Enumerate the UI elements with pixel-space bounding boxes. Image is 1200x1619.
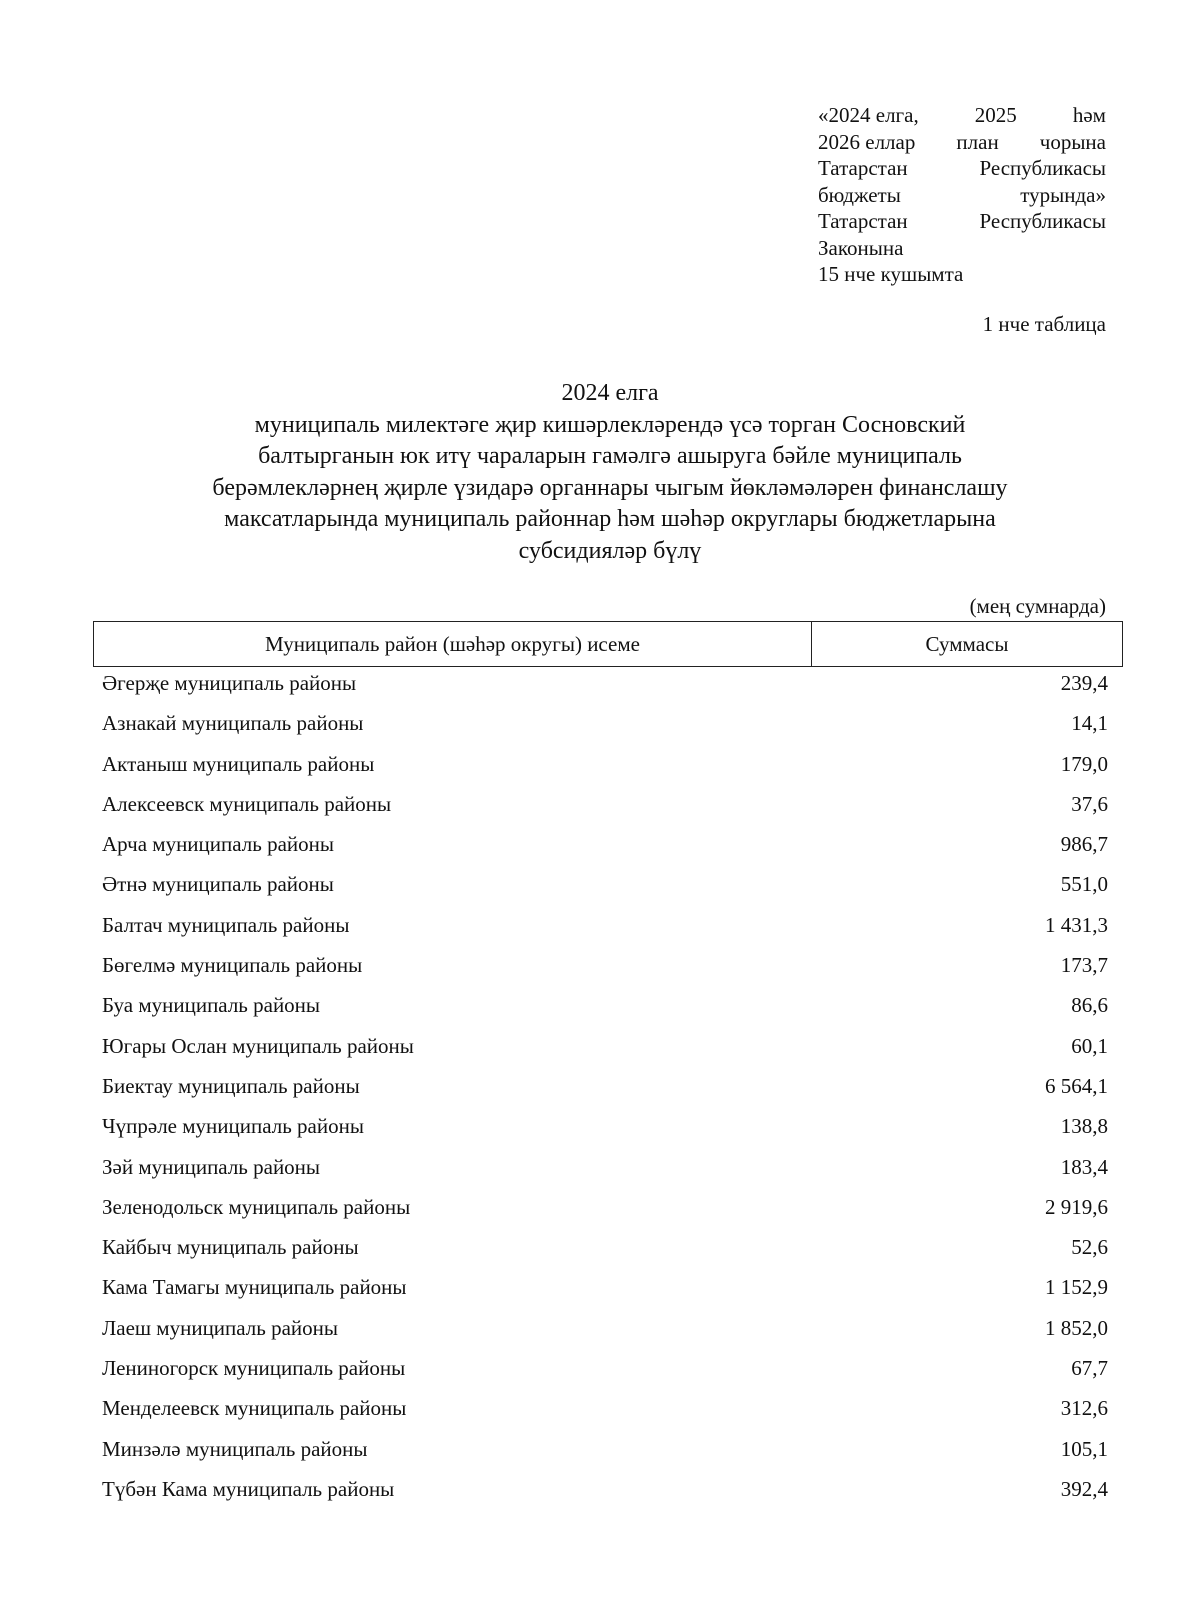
table-row: [102, 831, 1108, 871]
appendix-line: [818, 261, 1106, 288]
table-row: [102, 1395, 1108, 1435]
table-row: [102, 1274, 1108, 1314]
district-name: Актаныш муниципаль районы: [102, 751, 375, 776]
district-name: Биектау муниципаль районы: [102, 1073, 360, 1098]
appendix-reference: [818, 102, 1106, 288]
table-row: [102, 1476, 1108, 1516]
district-name: Кама Тамагы муниципаль районы: [102, 1275, 407, 1300]
district-amount: 312,6: [1060, 1396, 1108, 1421]
district-name: Югары Ослан муниципаль районы: [102, 1033, 414, 1058]
district-amount: 1 852,0: [1045, 1315, 1108, 1340]
appendix-word: чорына: [1039, 129, 1106, 154]
district-name: Зәй муниципаль районы: [102, 1154, 321, 1179]
district-amount: 52,6: [1071, 1235, 1108, 1260]
district-amount: 1 152,9: [1045, 1275, 1108, 1300]
district-name: Чүпрәле муниципаль районы: [102, 1114, 364, 1139]
appendix-line: [818, 235, 1106, 262]
appendix-word: 2026 еллар: [818, 129, 916, 154]
district-amount: 392,4: [1060, 1476, 1108, 1501]
district-name: Менделеевск муниципаль районы: [102, 1396, 407, 1421]
district-amount: 183,4: [1060, 1154, 1108, 1179]
district-amount: 105,1: [1060, 1436, 1108, 1461]
district-amount: 1 431,3: [1045, 912, 1108, 937]
district-name: Әгерҗе муниципаль районы: [102, 671, 357, 695]
district-amount: 986,7: [1060, 832, 1108, 857]
title-line: балтырганын юк итү чараларын гамәлгә ашыруга бәйле муниципаль: [258, 443, 962, 469]
document-title: [110, 378, 1110, 567]
appendix-word: Республикасы: [979, 209, 1106, 233]
district-name: Түбән Кама муниципаль районы: [102, 1476, 395, 1501]
table-row: [102, 1113, 1108, 1153]
district-name: Бөгелмә муниципаль районы: [102, 953, 363, 978]
appendix-line: [818, 208, 1106, 235]
table-body: [102, 670, 1108, 1516]
appendix-word: Законына: [818, 235, 904, 260]
appendix-line: [818, 129, 1106, 156]
district-amount: 138,8: [1060, 1114, 1108, 1139]
district-amount: 551,0: [1060, 872, 1108, 897]
table-row: [102, 1355, 1108, 1395]
table-row: [102, 871, 1108, 911]
district-amount: 173,7: [1060, 953, 1108, 978]
appendix-word: бюджеты: [818, 182, 901, 207]
district-amount: 6 564,1: [1045, 1073, 1108, 1098]
appendix-word: Татарстан: [818, 156, 908, 180]
column-header-name: Муниципаль район (шәһәр округы) исеме: [94, 622, 812, 666]
table-row: [102, 791, 1108, 831]
district-name: Әтнә муниципаль районы: [102, 872, 334, 897]
district-amount: 60,1: [1071, 1033, 1108, 1058]
district-name: Балтач муниципаль районы: [102, 912, 350, 937]
district-name: Алексеевск муниципаль районы: [102, 791, 392, 816]
appendix-word: Татарстан: [818, 209, 908, 233]
district-name: Лениногорск муниципаль районы: [102, 1356, 406, 1381]
district-amount: 239,4: [1060, 671, 1108, 695]
table-row: [102, 992, 1108, 1032]
district-name: Арча муниципаль районы: [102, 832, 334, 857]
district-name: Зеленодольск муниципаль районы: [102, 1194, 411, 1219]
table-row: [102, 1315, 1108, 1355]
table-row: [102, 670, 1108, 710]
appendix-line: [818, 182, 1106, 209]
title-year: 2024 елга: [561, 380, 659, 406]
title-line: муниципаль милектәге җир кишәрлекләрендә үсә торган Сосновский: [254, 411, 966, 438]
appendix-word: план: [956, 129, 999, 154]
title-line: берәмлекләрнең җирле үзидарә органнары чыгым йөкләмәләрен финанслашу: [212, 474, 1008, 501]
table-row: [102, 1234, 1108, 1274]
appendix-word: «2024 елга,: [818, 103, 919, 127]
table-row: [102, 1033, 1108, 1073]
table-row: [102, 1154, 1108, 1194]
district-name: Азнакай муниципаль районы: [102, 711, 364, 736]
district-name: Кайбыч муниципаль районы: [102, 1235, 359, 1260]
table-row: [102, 1194, 1108, 1234]
appendix-word: 2025: [974, 103, 1017, 127]
table-row: [102, 1073, 1108, 1113]
column-header-amount: Суммасы: [925, 632, 1009, 656]
district-name: Лаеш муниципаль районы: [102, 1315, 339, 1340]
appendix-line: [818, 102, 1106, 129]
appendix-word: Республикасы: [979, 156, 1106, 180]
table-number: 1 нче таблица: [982, 312, 1106, 336]
table-row: [102, 912, 1108, 952]
appendix-word: 15 нче кушымта: [818, 262, 964, 286]
district-amount: 86,6: [1071, 993, 1108, 1018]
district-amount: 179,0: [1060, 751, 1108, 776]
district-amount: 67,7: [1071, 1356, 1108, 1381]
table-row: [102, 751, 1108, 791]
district-amount: 14,1: [1071, 711, 1108, 736]
district-name: Буа муниципаль районы: [102, 993, 321, 1018]
title-line: максатларында муниципаль районнар һәм шәһәр округлары бюджетларына: [224, 506, 996, 532]
district-amount: 2 919,6: [1045, 1194, 1108, 1219]
table-header: [93, 621, 1123, 667]
district-name: Минзәлә муниципаль районы: [102, 1436, 368, 1461]
title-line: субсидияләр бүлү: [518, 537, 702, 564]
table-row: [102, 1436, 1108, 1476]
table-row: [102, 710, 1108, 750]
appendix-word: турында»: [1020, 182, 1106, 207]
district-amount: 37,6: [1071, 791, 1108, 816]
appendix-word: һәм: [1072, 103, 1106, 127]
table-row: [102, 952, 1108, 992]
appendix-line: [818, 155, 1106, 182]
units-note: (мең сумнарда): [969, 594, 1106, 618]
